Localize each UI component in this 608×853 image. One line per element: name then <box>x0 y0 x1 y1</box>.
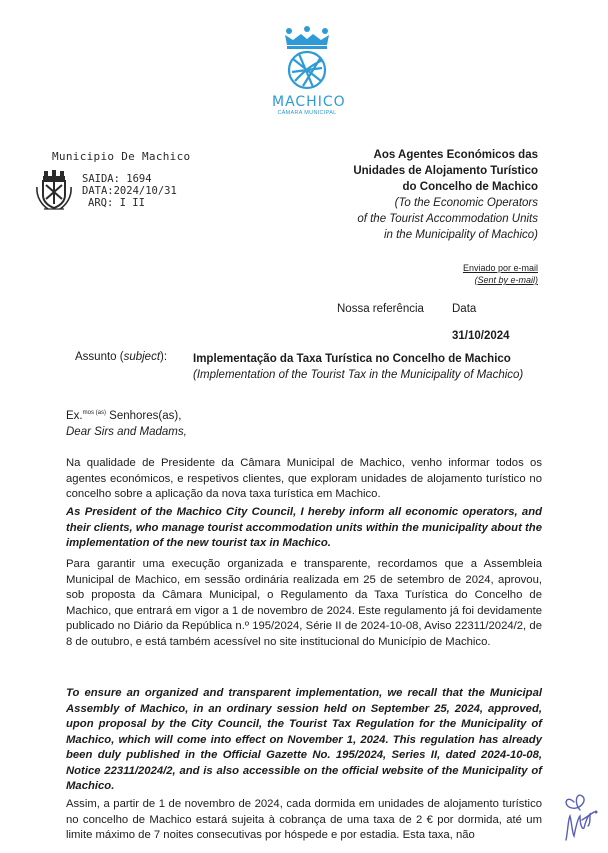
body-paragraph-pt: Para garantir uma execução organizada e transparente, recordamos que a Assembleia Municipal de Machico, em sessão ordinária realizada em 25 de setembro de 2024, aprovou, sob proposta da Câmara Municipal, o Regulamento da Taxa Turística do Concelho de Machico, que entrará em vigor a 1 de novembro de 2024. Este regulamento já foi devidamente publicado no Diário da República n.º 195/2024, Série II de 2024-10-08, Aviso 22311/2024/2, de 8 de outubro, e está também acessível no site institucional do Município de Machico. <box>66 558 542 648</box>
subject-label-pt: Assunto ( <box>75 351 124 363</box>
salutation-superscript: mos (as) <box>82 410 106 416</box>
logo-name: MACHICO <box>272 94 346 110</box>
municipality-logo <box>272 26 346 116</box>
reference-label: Nossa referência <box>337 303 424 315</box>
subject-text <box>193 351 523 383</box>
subject-en: (Implementation of the Tourist Tax in the Municipality of Machico) <box>193 369 524 381</box>
recipient-address <box>353 147 538 243</box>
salutation-en: Dear Sirs and Madams, <box>66 426 187 438</box>
salutation <box>66 405 187 440</box>
stamp-title: Municipio De Machico <box>52 150 191 163</box>
delivery-method <box>463 262 538 286</box>
subject-label-en: subject <box>123 351 161 363</box>
date-value: 31/10/2024 <box>452 330 510 342</box>
machico-emblem-icon <box>279 26 335 92</box>
logo-subtitle: CÂMARA MUNICIPAL <box>277 110 337 116</box>
registry-stamp <box>30 150 200 211</box>
recipient-line-en: (To the Economic Operators <box>394 197 538 209</box>
handwritten-initials-icon <box>560 790 600 845</box>
subject-pt: Implementação da Taxa Turística no Concelho de Machico <box>193 353 511 365</box>
recipient-line-en: in the Municipality of Machico) <box>383 229 538 241</box>
salutation-prefix: Ex. <box>66 410 83 422</box>
date-label: Data <box>452 303 477 315</box>
subject-label-end: ): <box>160 351 168 363</box>
stamp-date: DATA:2024/10/31 <box>82 185 177 197</box>
sent-by-email-en: (Sent by e-mail) <box>474 275 538 285</box>
stamp-exit-number: SAIDA: 1694 <box>82 173 152 185</box>
body-paragraph-pt: Na qualidade de Presidente da Câmara Municipal de Machico, venho informar todos os agentes económicos, e respetivos clientes, que exploram unidades de alojamento turístico no concelho sobre a aplicação da nova taxa turística em Machico. <box>66 457 542 500</box>
stamp-archive: ARQ: I II <box>88 197 145 209</box>
salutation-pt: Senhores(as), <box>105 410 182 422</box>
recipient-line-pt: Aos Agentes Económicos das <box>373 149 538 161</box>
recipient-line-pt: do Concelho de Machico <box>402 181 538 193</box>
coat-of-arms-icon <box>34 169 74 211</box>
body-paragraph-pt: Assim, a partir de 1 de novembro de 2024, cada dormida em unidades de alojamento turístico no concelho de Machico estará sujeita à cobrança de uma taxa de 2 € por dormida, até um limite máximo de 7 noites consecutivas por hóspede e por estadia. Esta taxa, não <box>66 798 542 841</box>
body-paragraph-en: As President of the Machico City Council, I hereby inform all economic operators, and their clients, who manage tourist accommodation units within the municipality about the implementation of the new tourist tax in Machico. <box>66 506 542 549</box>
sent-by-email-pt: Enviado por e-mail <box>462 263 538 273</box>
subject-label <box>75 351 167 363</box>
recipient-line-pt: Unidades de Alojamento Turístico <box>353 165 538 177</box>
recipient-line-en: of the Tourist Accommodation Units <box>357 213 538 225</box>
body-paragraph-en: To ensure an organized and transparent implementation, we recall that the Municipal Assembly of Machico, in an ordinary session held on September 25, 2024, approved, upon proposal by the City Council, the Tourist Tax Regulation for the Municipality of Machico, which will come into effect on November 1, 2024. This regulation has already been duly published in the Official Gazette No. 195/2024, Series II, dated 2024-10-08, Notice 22311/2024/2, and is also accessible on the official website of the Municipality of Machico. <box>66 687 542 792</box>
